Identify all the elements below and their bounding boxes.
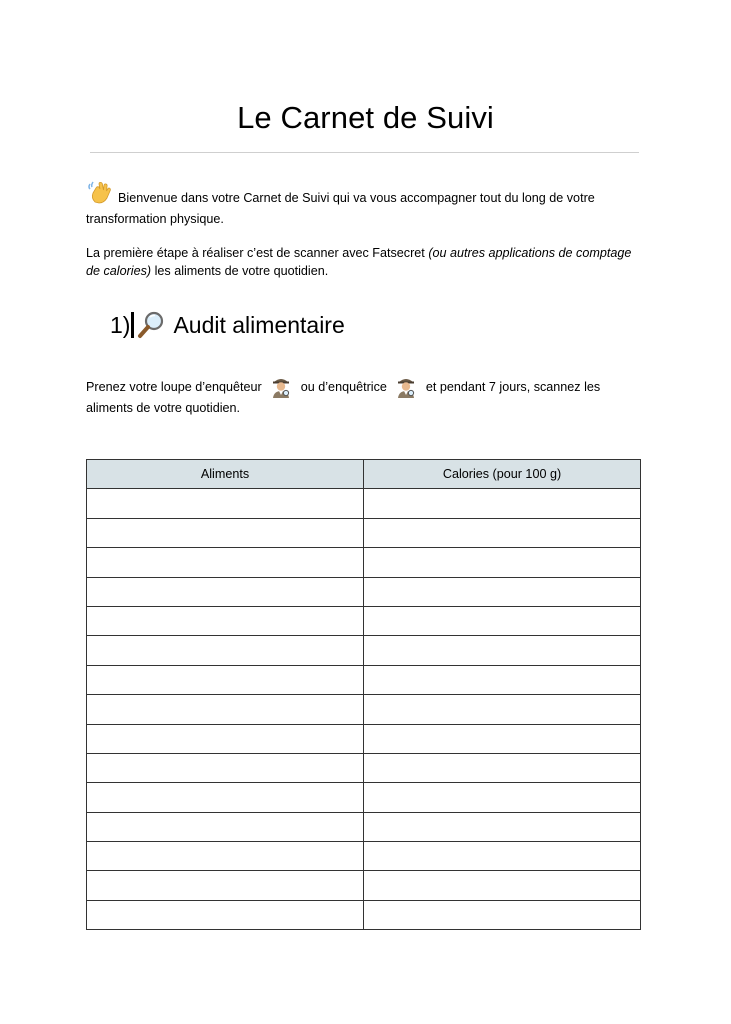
step-text-end: les aliments de votre quotidien. xyxy=(151,264,329,278)
aliment-cell[interactable] xyxy=(87,753,364,782)
table-row xyxy=(87,695,641,724)
calories-cell[interactable] xyxy=(364,753,641,782)
table-row xyxy=(87,753,641,782)
calories-cell[interactable] xyxy=(364,518,641,547)
aliment-cell[interactable] xyxy=(87,636,364,665)
section-title: Audit alimentaire xyxy=(173,312,345,338)
header-calories: Calories (pour 100 g) xyxy=(364,460,641,489)
calories-cell[interactable] xyxy=(364,724,641,753)
table-row xyxy=(87,665,641,694)
calories-cell[interactable] xyxy=(364,548,641,577)
aliment-cell[interactable] xyxy=(87,606,364,635)
table-row xyxy=(87,842,641,871)
aliment-cell[interactable] xyxy=(87,812,364,841)
welcome-text: Bienvenue dans votre Carnet de Suivi qui va vous accompagner tout du long de votre transformation physique. xyxy=(86,191,595,226)
calories-cell[interactable] xyxy=(364,900,641,929)
table-header-row xyxy=(87,460,641,489)
table-row xyxy=(87,518,641,547)
title-divider xyxy=(90,152,639,153)
calories-cell[interactable] xyxy=(364,489,641,518)
table-row xyxy=(87,871,641,900)
calories-cell[interactable] xyxy=(364,695,641,724)
aliment-cell[interactable] xyxy=(87,842,364,871)
aliment-cell[interactable] xyxy=(87,783,364,812)
aliment-cell[interactable] xyxy=(87,871,364,900)
loupe-text-3: et pendant 7 jours, scannez les aliments de votre quotidien. xyxy=(86,380,601,415)
table-row xyxy=(87,724,641,753)
aliment-cell[interactable] xyxy=(87,665,364,694)
table-row xyxy=(87,577,641,606)
waving-hand-icon xyxy=(86,180,112,204)
header-aliments: Aliments xyxy=(87,460,364,489)
calories-cell[interactable] xyxy=(364,577,641,606)
loupe-paragraph xyxy=(86,374,646,419)
step-text-start: La première étape à réaliser c’est de scanner avec Fatsecret xyxy=(86,246,429,260)
aliment-cell[interactable] xyxy=(87,577,364,606)
table-row xyxy=(87,636,641,665)
detective-icon xyxy=(270,374,292,398)
loupe-text-1: Prenez votre loupe d’enquêteur xyxy=(86,380,262,394)
calories-cell[interactable] xyxy=(364,812,641,841)
aliment-cell[interactable] xyxy=(87,724,364,753)
table-row xyxy=(87,548,641,577)
aliment-cell[interactable] xyxy=(87,518,364,547)
calories-cell[interactable] xyxy=(364,665,641,694)
aliment-cell[interactable] xyxy=(87,489,364,518)
first-step-paragraph xyxy=(86,244,646,280)
text-cursor xyxy=(131,312,134,338)
table-row xyxy=(87,783,641,812)
calories-cell[interactable] xyxy=(364,636,641,665)
food-audit-table xyxy=(86,459,641,930)
calories-cell[interactable] xyxy=(364,606,641,635)
calories-cell[interactable] xyxy=(364,842,641,871)
table-row xyxy=(87,900,641,929)
calories-cell[interactable] xyxy=(364,871,641,900)
table-row xyxy=(87,606,641,635)
welcome-paragraph xyxy=(86,180,646,230)
aliment-cell[interactable] xyxy=(87,900,364,929)
section-heading xyxy=(110,310,345,340)
table-row xyxy=(87,489,641,518)
calories-cell[interactable] xyxy=(364,783,641,812)
detective-icon xyxy=(395,374,417,398)
aliment-cell[interactable] xyxy=(87,548,364,577)
step-text-italic: (ou autres applications de comptage de calories) xyxy=(86,246,632,278)
table-row xyxy=(87,812,641,841)
aliment-cell[interactable] xyxy=(87,695,364,724)
page-title: Le Carnet de Suivi xyxy=(237,99,494,135)
loupe-text-2: ou d’enquêtrice xyxy=(300,380,387,394)
section-number: 1) xyxy=(110,312,131,338)
magnifying-glass-icon xyxy=(136,310,166,340)
